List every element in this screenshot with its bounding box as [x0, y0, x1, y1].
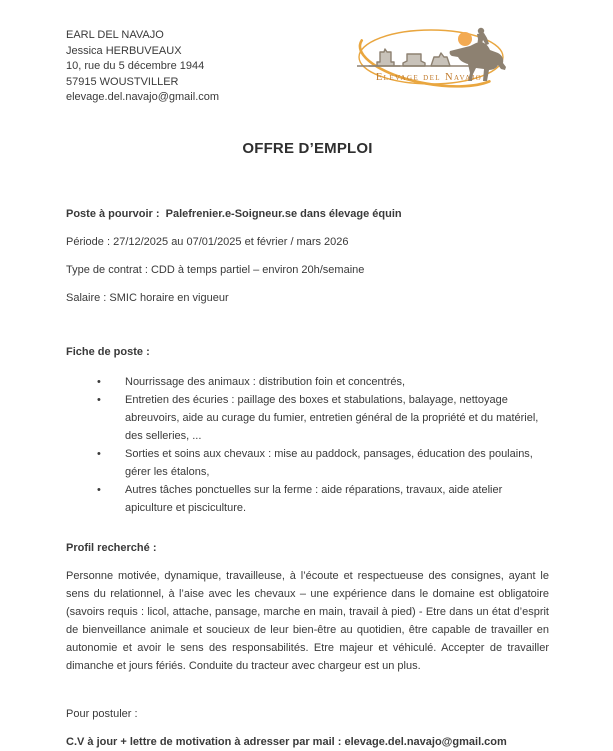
address-line-city: 57915 WOUSTVILLER — [66, 75, 179, 88]
logo-text: Elevage del Navajo — [375, 72, 483, 83]
sender-address-block — [66, 28, 219, 106]
task-list — [66, 373, 549, 517]
document-header — [66, 28, 549, 106]
contact-name: Jessica HERBUVEAUX — [66, 44, 182, 57]
task-item: • Nourrissage des animaux : distribution foin et concentrés, — [66, 373, 549, 391]
task-item: • Autres tâches ponctuelles sur la ferme : aide réparations, travaux, aide atelier apiculture et pisciculture. — [66, 481, 549, 517]
postuler-heading: Pour postuler : — [66, 707, 138, 720]
section-fiche-de-poste — [66, 343, 549, 517]
logo-sun-icon — [458, 32, 472, 46]
profil-heading: Profil recherché : — [66, 541, 157, 554]
detail-contrat: Type de contrat : CDD à temps partiel – environ 20h/semaine — [66, 263, 365, 276]
company-name: EARL DEL NAVAJO — [66, 29, 164, 41]
detail-periode: Période : 27/12/2025 au 07/01/2025 et février / mars 2026 — [66, 235, 349, 248]
task-item: • Sorties et soins aux chevaux : mise au paddock, pansages, éducation des poulains, gérer les étalons, — [66, 445, 549, 481]
profil-paragraph: Personne motivée, dynamique, travailleuse, à l’écoute et respectueuse des consignes, ayant le sens du relationnel, à l’aise avec les chevaux – une expérience dans le domaine est obligatoire (savoirs requis : licol, attache, pansage, marche en main, travail à pied) - Etre dans un état d’esprit de bienveillance animale et soucieux de leur bien-être au quotidien, être capable de travailler en autonomie et avoir le sens des responsabilités. Etre majeur et véhiculé. Accepter de travailler dimanche et jours fériés. Conduite du tracteur avec chargeur est un plus. — [66, 569, 549, 672]
section-profil — [66, 539, 549, 675]
detail-poste: Poste à pourvoir : Palefrenier.e-Soigneur.se dans élevage équin — [66, 207, 402, 220]
logo-graphic — [347, 24, 515, 90]
page-title: OFFRE D’EMPLOI — [242, 139, 373, 157]
detail-salaire: Salaire : SMIC horaire en vigueur — [66, 291, 229, 304]
task-item: • Entretien des écuries : paillage des boxes et stabulations, balayage, nettoyage abreuvoirs, aide au curage du fumier, entretien général de la propriété et du matériel, des selleries, ... — [66, 391, 549, 445]
job-details — [66, 205, 549, 307]
company-logo — [347, 24, 515, 90]
address-line-street: 10, rue du 5 décembre 1944 — [66, 60, 205, 73]
fiche-heading: Fiche de poste : — [66, 345, 150, 358]
apply-instruction: C.V à jour + lettre de motivation à adresser par mail : elevage.del.navajo@gmail.com — [66, 735, 507, 748]
sender-email: elevage.del.navajo@gmail.com — [66, 91, 220, 104]
section-postuler — [66, 705, 549, 751]
